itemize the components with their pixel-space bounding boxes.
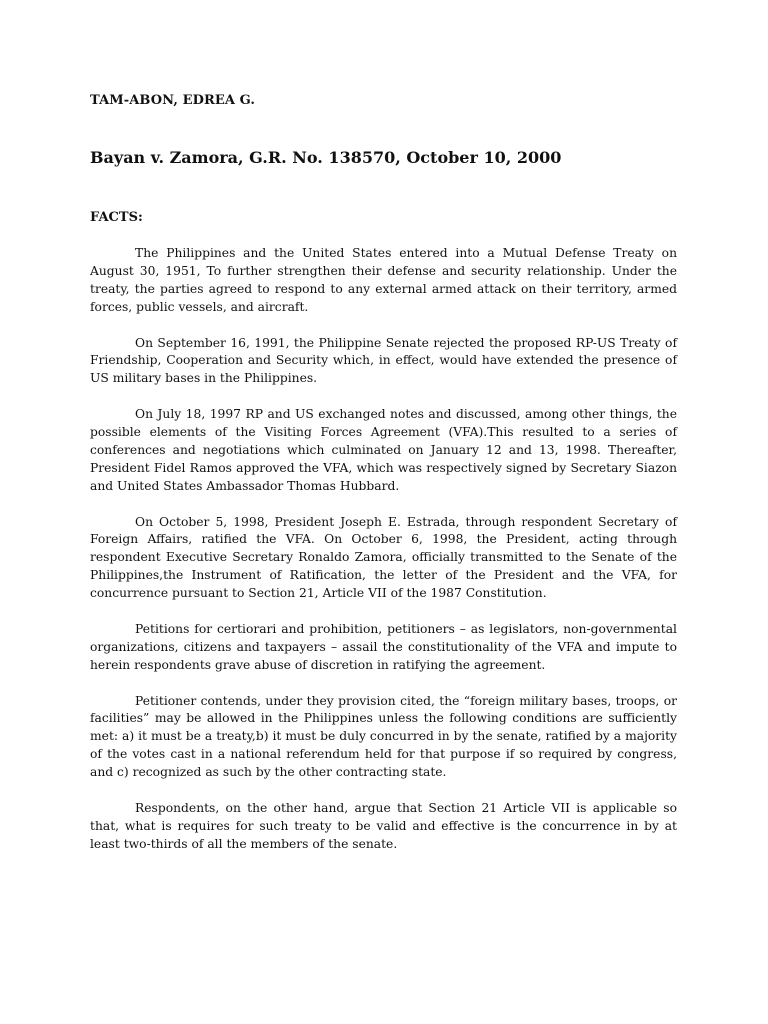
paragraph-petitions: Petitions for certiorari and prohibition, petitioners – as legislators, non-governmental organizations, citizens and taxpayers – assail the constitutionality of the VFA and impute to herein respondents grave abuse of discretion in ratifying the agreement. (90, 621, 677, 672)
paragraph-senate-rejection: On September 16, 1991, the Philippine Senate rejected the proposed RP-US Treaty of Friendship, Cooperation and Security which, in effect, would have extended the presence of US military bases in the Philippines. (90, 335, 677, 386)
paragraph-vfa-negotiations: On July 18, 1997 RP and US exchanged notes and discussed, among other things, the possible elements of the Visiting Forces Agreement (VFA).This resulted to a series of conferences and negotiations which culminated on January 12 and 13, 1998. Thereafter, President Fidel Ramos approved the VFA, which was respectively signed by Secretary Siazon and United States Ambassador Thomas Hubbard. (90, 407, 677, 493)
paragraph-mutual-defense-treaty: The Philippines and the United States entered into a Mutual Defense Treaty on August 30, 1951, To further strengthen their defense and security relationship. Under the treaty, the parties agreed to respond to any external armed attack on their territory, armed forces, public vessels, and aircraft. (90, 246, 677, 314)
paragraph-ratification: On October 5, 1998, President Joseph E. Estrada, through respondent Secretary of Foreign Affairs, ratified the VFA. On October 6, 1998, the President, acting through respondent Executive Secretary Ronaldo Zamora, officially transmitted to the Senate of the Philippines,the Instrument of Ratification, the letter of the President and the VFA, for concurrence pursuant to Section 21, Article VII of the 1987 Constitution. (90, 514, 677, 601)
facts-heading: FACTS: (90, 210, 143, 225)
case-title: Bayan v. Zamora, G.R. No. 138570, October 10, 2000 (90, 148, 562, 167)
author-name: TAM-ABON, EDREA G. (90, 93, 256, 108)
facts-body (90, 245, 677, 872)
paragraph-respondents-argument: Respondents, on the other hand, argue that Section 21 Article VII is applicable so that, what is requires for such treaty to be valid and effective is the concurrence in by at least two-thirds of all the members of the senate. (90, 801, 677, 851)
paragraph-petitioner-contention: Petitioner contends, under they provision cited, the “foreign military bases, troops, or facilities” may be allowed in the Philippines unless the following conditions are sufficiently met: a) it must be a treaty,b) it must be duly concurred in by the senate, ratified by a majority of the votes cast in a national referendum held for that purpose if so required by congress, and c) recognized as such by the other contracting state. (90, 693, 677, 780)
